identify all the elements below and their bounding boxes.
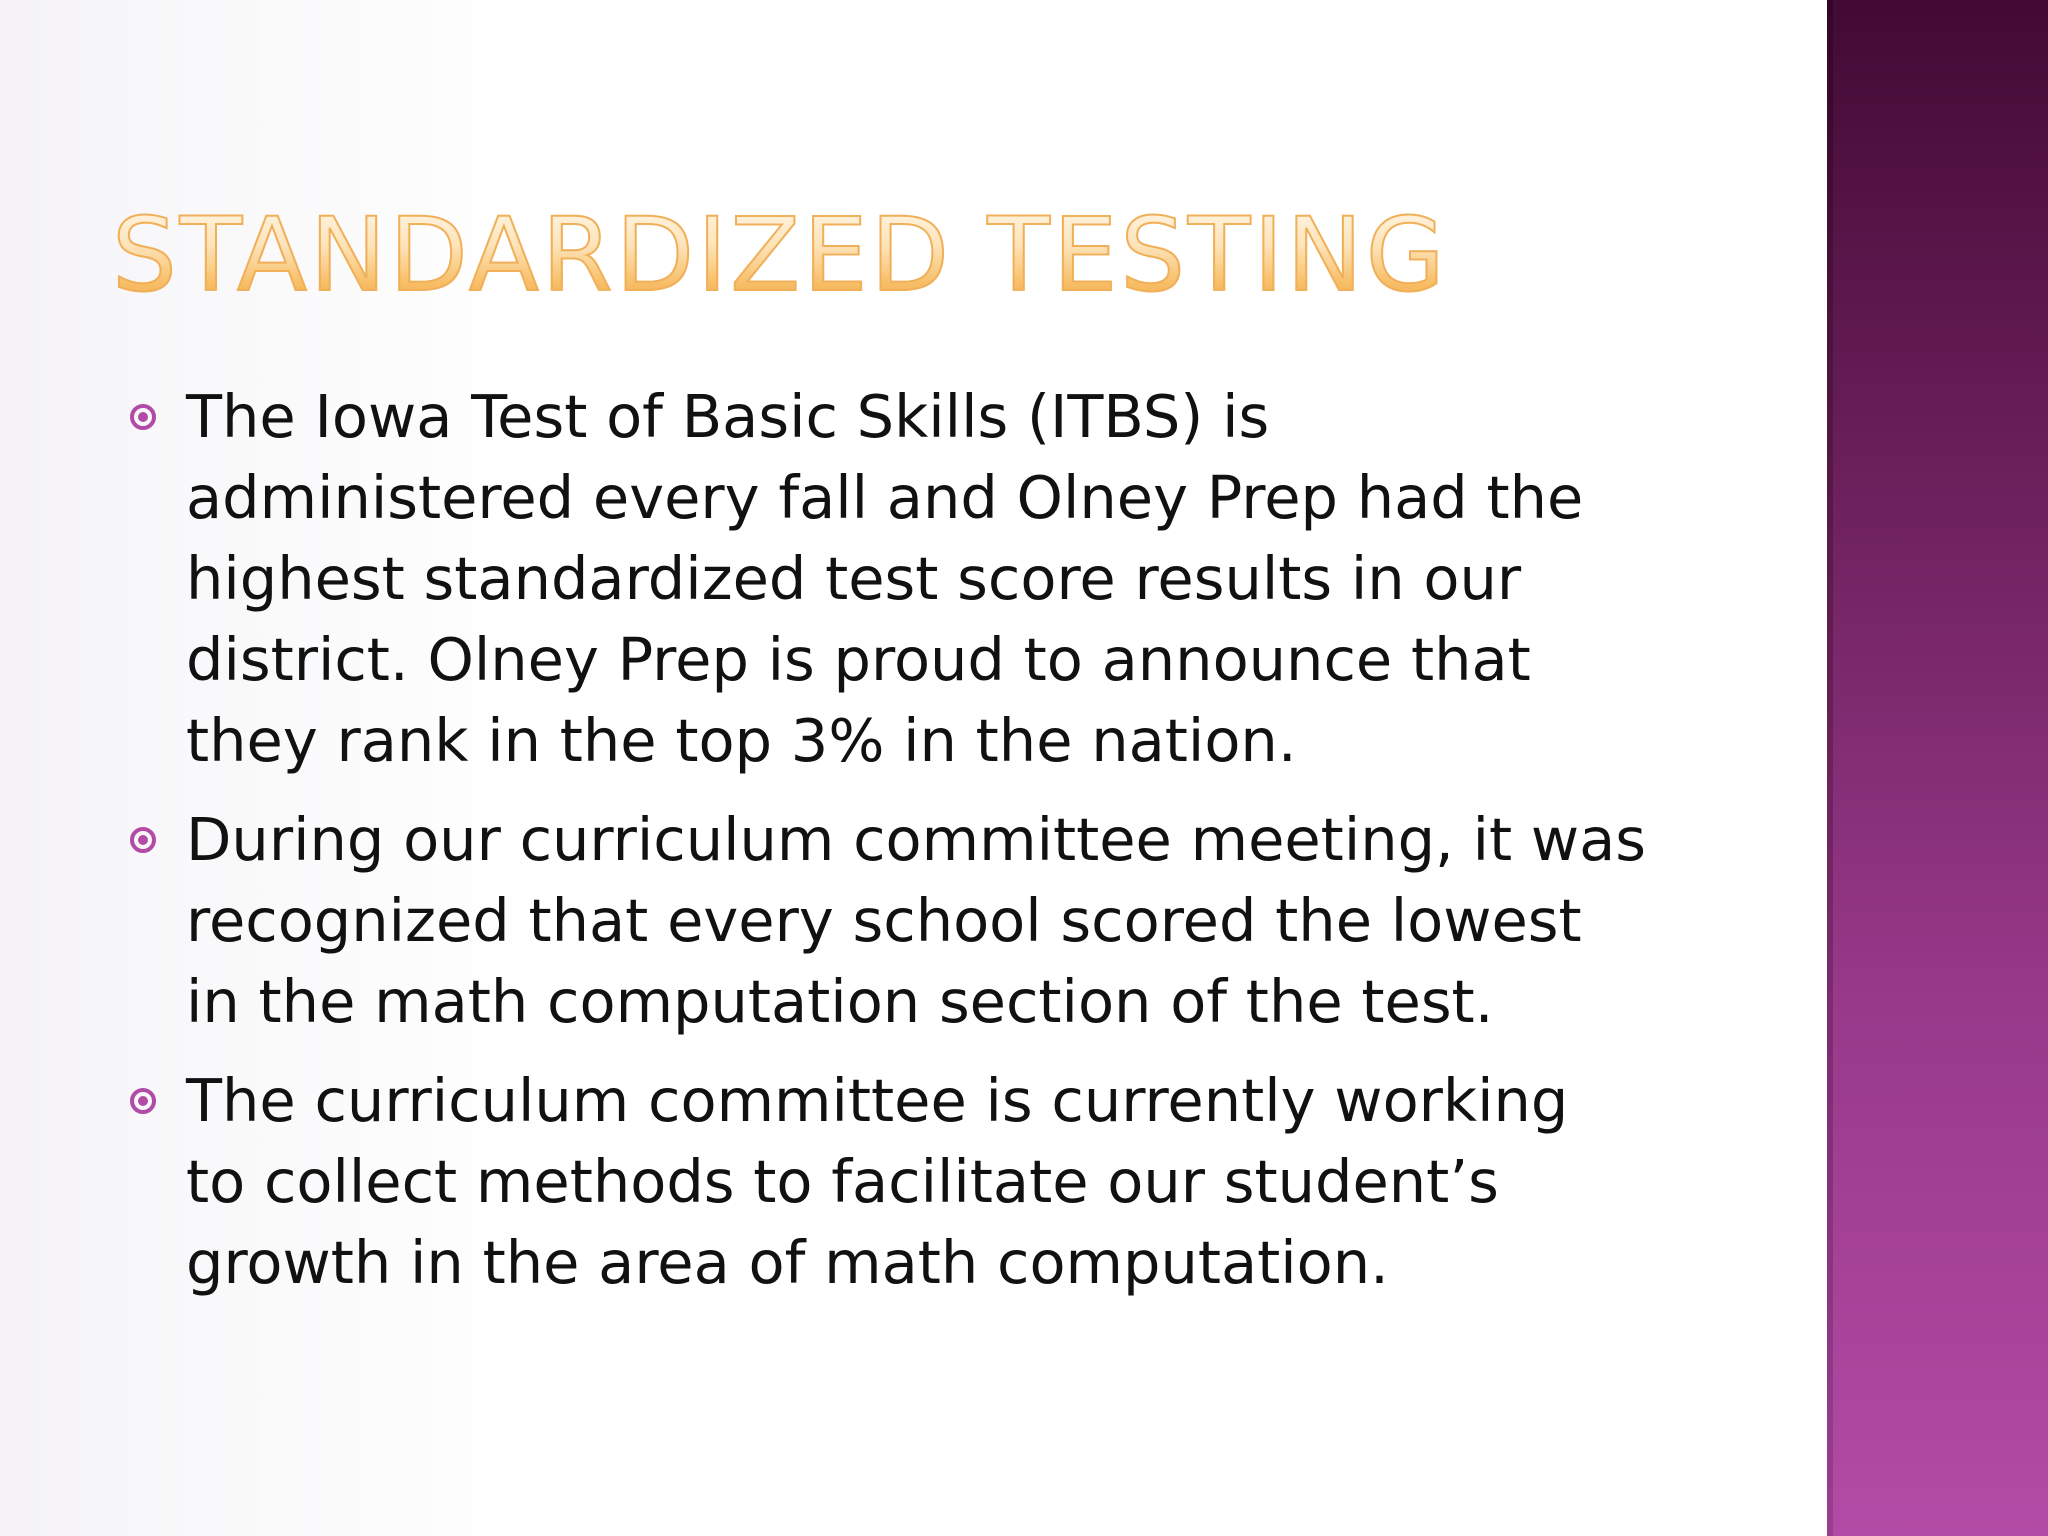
bullet-line: to collect methods to facilitate our student’s <box>186 1147 1499 1216</box>
circled-dot-bullet-icon <box>130 404 156 430</box>
decorative-side-panel <box>1827 0 2048 1536</box>
bullet-line: they rank in the top 3% in the nation. <box>186 706 1297 775</box>
circled-dot-bullet-icon <box>130 827 156 853</box>
bullet-item <box>130 799 1730 1042</box>
bullet-line: growth in the area of math computation. <box>186 1228 1389 1297</box>
bullet-line: administered every fall and Olney Prep had the <box>186 463 1584 532</box>
bullet-list <box>130 376 1730 1321</box>
bullet-item <box>130 1060 1730 1303</box>
bullet-line: The Iowa Test of Basic Skills (ITBS) is <box>186 382 1270 451</box>
bullet-line: During our curriculum committee meeting, it was <box>186 805 1646 874</box>
bullet-line: highest standardized test score results in our <box>186 544 1522 613</box>
bullet-line: district. Olney Prep is proud to announce that <box>186 625 1531 694</box>
circled-dot-bullet-icon <box>130 1088 156 1114</box>
bullet-item <box>130 376 1730 781</box>
bullet-line: recognized that every school scored the lowest <box>186 886 1582 955</box>
bullet-line: The curriculum committee is currently working <box>186 1066 1569 1135</box>
slide-title: STANDARDIZED TESTING <box>112 196 1448 315</box>
bullet-line: in the math computation section of the test. <box>186 967 1494 1036</box>
